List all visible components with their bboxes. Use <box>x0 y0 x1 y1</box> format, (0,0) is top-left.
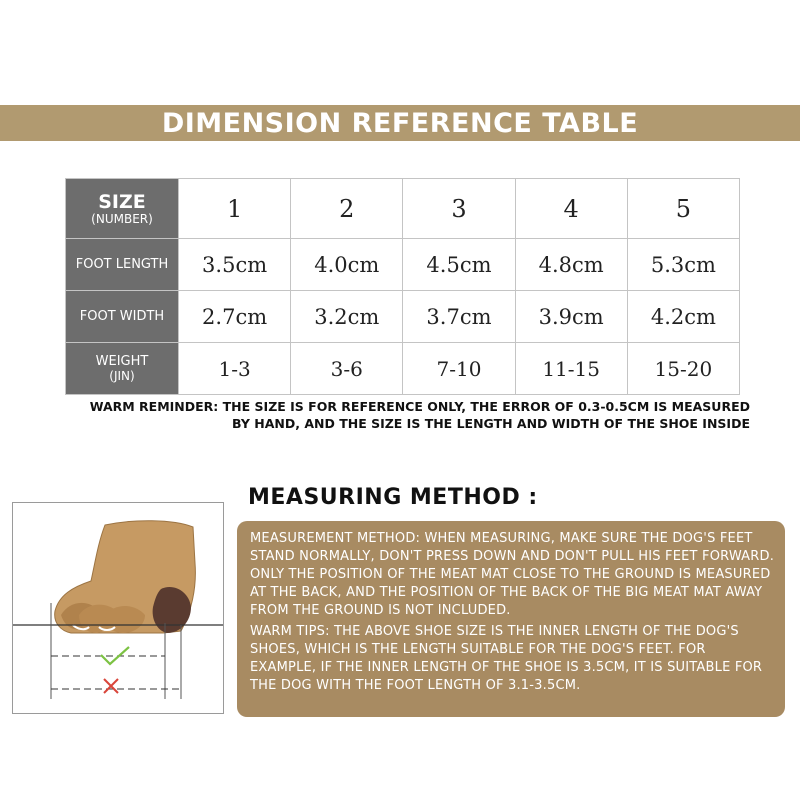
tips-paragraph: WARM TIPS: THE ABOVE SHOE SIZE IS THE INNER LENGTH OF THE DOG'S SHOES, WHICH IS THE LENGTH SUITABLE FOR THE DOG'S FEET. FOR EXAMPLE, IF THE INNER LENGTH OF THE SHOE IS 3.5CM, IT IS SUITABLE FOR THE DOG WITH THE FOOT LENGTH OF 3.1-3.5CM. <box>250 624 763 693</box>
measuring-illustration <box>12 502 224 714</box>
method-paragraph: MEASUREMENT METHOD: WHEN MEASURING, MAKE SURE THE DOG'S FEET STAND NORMALLY, DON'T PRESS DOWN AND DON'T PULL HIS FEET FORWARD. ONLY THE POSITION OF THE MEAT MAT CLOSE TO THE GROUND IS MEASURED AT THE BACK, AND THE POSITION OF THE BACK OF THE BIG MEAT MAT AWAY FROM THE GROUND IS NOT INCLUDED. <box>250 531 775 618</box>
weight-header-cell <box>66 343 179 395</box>
foot-width-cell: 3.2cm <box>291 291 403 343</box>
weight-cell: 11-15 <box>515 343 627 395</box>
foot-length-cell: 4.0cm <box>291 239 403 291</box>
weight-sub-label: (JIN) <box>109 368 135 383</box>
foot-width-header-cell: FOOT WIDTH <box>66 291 179 343</box>
foot-length-header-cell: FOOT LENGTH <box>66 239 179 291</box>
dimension-table <box>65 178 740 395</box>
size-label: SIZE <box>98 190 146 213</box>
foot-width-cell: 4.2cm <box>627 291 739 343</box>
foot-length-cell: 5.3cm <box>627 239 739 291</box>
size-sub-label: (NUMBER) <box>91 211 153 226</box>
cross-icon <box>104 679 118 693</box>
weight-cell: 15-20 <box>627 343 739 395</box>
foot-width-cell: 3.7cm <box>403 291 515 343</box>
banner-title: DIMENSION REFERENCE TABLE <box>161 107 639 139</box>
paw-icon <box>55 521 196 633</box>
size-cell: 1 <box>179 179 291 239</box>
illustration-graphic <box>13 503 223 713</box>
size-cell: 4 <box>515 179 627 239</box>
measuring-method-box <box>237 521 785 717</box>
warm-reminder <box>60 398 750 432</box>
size-cell: 2 <box>291 179 403 239</box>
measuring-method-title: MEASURING METHOD : <box>248 485 538 510</box>
reminder-line: BY HAND, AND THE SIZE IS THE LENGTH AND WIDTH OF THE SHOE INSIDE <box>232 416 750 431</box>
foot-length-cell: 3.5cm <box>179 239 291 291</box>
weight-cell: 1-3 <box>179 343 291 395</box>
size-cell: 5 <box>627 179 739 239</box>
table-row <box>66 343 740 395</box>
size-cell: 3 <box>403 179 515 239</box>
weight-cell: 3-6 <box>291 343 403 395</box>
foot-length-cell: 4.5cm <box>403 239 515 291</box>
table-row <box>66 179 740 239</box>
table-row <box>66 291 740 343</box>
table-row <box>66 239 740 291</box>
size-header-cell <box>66 179 179 239</box>
title-banner <box>0 105 800 141</box>
reminder-line: WARM REMINDER: THE SIZE IS FOR REFERENCE ONLY, THE ERROR OF 0.3-0.5CM IS MEASURED <box>89 399 750 414</box>
weight-cell: 7-10 <box>403 343 515 395</box>
weight-label: WEIGHT <box>95 353 149 369</box>
foot-length-cell: 4.8cm <box>515 239 627 291</box>
foot-width-cell: 3.9cm <box>515 291 627 343</box>
foot-width-cell: 2.7cm <box>179 291 291 343</box>
check-icon <box>101 647 129 664</box>
